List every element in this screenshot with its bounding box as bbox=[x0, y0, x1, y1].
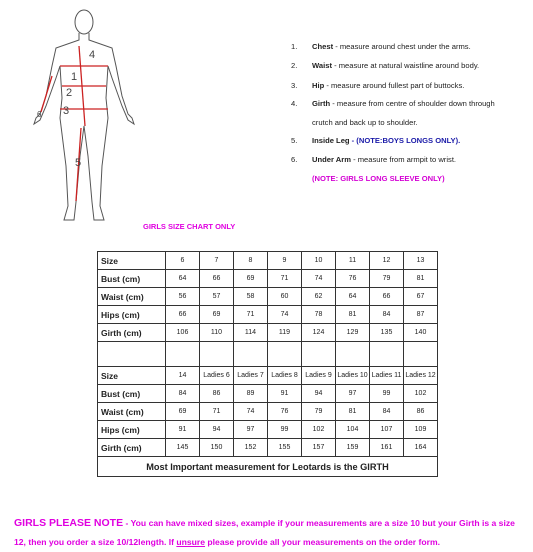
size-group-2 bbox=[98, 367, 438, 457]
size-header-cell: 8 bbox=[234, 252, 268, 270]
measurement-cell: 97 bbox=[234, 421, 268, 439]
measurement-cell: 89 bbox=[234, 385, 268, 403]
measurement-cell: 110 bbox=[200, 324, 234, 342]
note-text-2: please provide all your measurements on the order form. bbox=[205, 537, 440, 547]
row-label: Hips (cm) bbox=[98, 421, 166, 439]
row-label: Girth (cm) bbox=[98, 324, 166, 342]
measurement-cell: 69 bbox=[200, 306, 234, 324]
measurement-cell: 62 bbox=[302, 288, 336, 306]
measurement-cell: 81 bbox=[336, 306, 370, 324]
measurement-cell: 87 bbox=[404, 306, 438, 324]
measurement-cell: 66 bbox=[166, 306, 200, 324]
measurement-cell: 94 bbox=[200, 421, 234, 439]
measurement-cell: 99 bbox=[268, 421, 302, 439]
measurement-cell: 71 bbox=[234, 306, 268, 324]
chart-title: GIRLS SIZE CHART ONLY bbox=[143, 222, 236, 231]
size-header-cell: Ladies 9 bbox=[302, 367, 336, 385]
measurement-cell: 67 bbox=[404, 288, 438, 306]
measurement-cell: 78 bbox=[302, 306, 336, 324]
measurement-cell: 81 bbox=[404, 270, 438, 288]
size-header-cell: 11 bbox=[336, 252, 370, 270]
measurement-cell: 86 bbox=[200, 385, 234, 403]
size-header-cell: Ladies 8 bbox=[268, 367, 302, 385]
size-header-cell: Ladies 6 bbox=[200, 367, 234, 385]
measurement-cell: 104 bbox=[336, 421, 370, 439]
measurement-cell: 99 bbox=[370, 385, 404, 403]
measurement-cell: 164 bbox=[404, 439, 438, 457]
marker-5: 5 bbox=[75, 157, 82, 169]
measurement-cell: 97 bbox=[336, 385, 370, 403]
table-gap bbox=[98, 342, 438, 367]
size-header-cell: 12 bbox=[370, 252, 404, 270]
measurement-cell: 150 bbox=[200, 439, 234, 457]
measurement-cell: 159 bbox=[336, 439, 370, 457]
measurement-cell: 81 bbox=[336, 403, 370, 421]
table-footer bbox=[98, 457, 438, 477]
measurement-cell: 86 bbox=[404, 403, 438, 421]
measurement-row bbox=[98, 324, 438, 342]
measurement-cell: 91 bbox=[166, 421, 200, 439]
measurement-cell: 155 bbox=[268, 439, 302, 457]
marker-4: 4 bbox=[89, 49, 96, 61]
size-header-cell: Ladies 11 bbox=[370, 367, 404, 385]
marker-1: 1 bbox=[71, 71, 78, 83]
measurement-cell: 102 bbox=[302, 421, 336, 439]
instruction-girth-continued: crutch and back up to shoulder. bbox=[312, 118, 418, 127]
marker-6: 6 bbox=[37, 110, 42, 119]
row-label: Waist (cm) bbox=[98, 403, 166, 421]
measurement-cell: 79 bbox=[370, 270, 404, 288]
note-heading: GIRLS PLEASE NOTE bbox=[14, 517, 124, 529]
size-row bbox=[98, 367, 438, 385]
size-chart-table bbox=[97, 251, 438, 477]
measurement-row bbox=[98, 403, 438, 421]
measurement-row bbox=[98, 270, 438, 288]
measurement-cell: 106 bbox=[166, 324, 200, 342]
size-header-cell: 13 bbox=[404, 252, 438, 270]
measurement-row bbox=[98, 385, 438, 403]
measurement-cell: 58 bbox=[234, 288, 268, 306]
size-header-cell: 6 bbox=[166, 252, 200, 270]
note-text-1: - You can have mixed sizes, example if your measurements are a size 10 but your Girth is a size 12, then you order a size 10/12length. If bbox=[14, 518, 515, 547]
row-label: Girth (cm) bbox=[98, 439, 166, 457]
measurement-cell: 91 bbox=[268, 385, 302, 403]
row-label: Size bbox=[98, 367, 166, 385]
measurement-cell: 74 bbox=[234, 403, 268, 421]
measurement-cell: 107 bbox=[370, 421, 404, 439]
measurement-cell: 74 bbox=[268, 306, 302, 324]
measurement-row bbox=[98, 421, 438, 439]
body-measurement-figure bbox=[10, 6, 160, 236]
measurement-cell: 119 bbox=[268, 324, 302, 342]
measurement-cell: 129 bbox=[336, 324, 370, 342]
measurement-cell: 76 bbox=[268, 403, 302, 421]
row-label: Bust (cm) bbox=[98, 270, 166, 288]
size-row bbox=[98, 252, 438, 270]
measurement-cell: 114 bbox=[234, 324, 268, 342]
measurement-cell: 71 bbox=[200, 403, 234, 421]
note-unsure: unsure bbox=[176, 537, 206, 547]
measurement-cell: 135 bbox=[370, 324, 404, 342]
row-label: Size bbox=[98, 252, 166, 270]
marker-3: 3 bbox=[63, 105, 70, 117]
measurement-cell: 140 bbox=[404, 324, 438, 342]
measurement-cell: 71 bbox=[268, 270, 302, 288]
row-label: Bust (cm) bbox=[98, 385, 166, 403]
measurement-cell: 69 bbox=[234, 270, 268, 288]
measurement-row bbox=[98, 439, 438, 457]
measurement-cell: 109 bbox=[404, 421, 438, 439]
size-header-cell: 9 bbox=[268, 252, 302, 270]
measurement-cell: 64 bbox=[166, 270, 200, 288]
measurement-cell: 84 bbox=[370, 403, 404, 421]
measurement-row bbox=[98, 288, 438, 306]
girls-please-note bbox=[14, 514, 526, 552]
measurement-cell: 94 bbox=[302, 385, 336, 403]
measurement-cell: 79 bbox=[302, 403, 336, 421]
measurement-cell: 102 bbox=[404, 385, 438, 403]
measurement-cell: 74 bbox=[302, 270, 336, 288]
girth-importance-note: Most Important measurement for Leotards is the GIRTH bbox=[98, 457, 438, 477]
row-label: Hips (cm) bbox=[98, 306, 166, 324]
measurement-cell: 69 bbox=[166, 403, 200, 421]
measurement-cell: 60 bbox=[268, 288, 302, 306]
measurement-cell: 66 bbox=[200, 270, 234, 288]
marker-2: 2 bbox=[66, 87, 73, 99]
instruction-under-arm-note: (NOTE: GIRLS LONG SLEEVE ONLY) bbox=[312, 174, 445, 183]
measurement-cell: 76 bbox=[336, 270, 370, 288]
measurement-cell: 57 bbox=[200, 288, 234, 306]
measurement-cell: 161 bbox=[370, 439, 404, 457]
measurement-row bbox=[98, 306, 438, 324]
measurement-cell: 66 bbox=[370, 288, 404, 306]
measurement-cell: 124 bbox=[302, 324, 336, 342]
row-label: Waist (cm) bbox=[98, 288, 166, 306]
size-header-cell: 14 bbox=[166, 367, 200, 385]
measurement-cell: 152 bbox=[234, 439, 268, 457]
measurement-cell: 84 bbox=[166, 385, 200, 403]
measurement-cell: 84 bbox=[370, 306, 404, 324]
size-header-cell: 10 bbox=[302, 252, 336, 270]
size-header-cell: Ladies 12 bbox=[404, 367, 438, 385]
size-header-cell: Ladies 10 bbox=[336, 367, 370, 385]
measurement-cell: 145 bbox=[166, 439, 200, 457]
measurement-cell: 64 bbox=[336, 288, 370, 306]
measurement-cell: 157 bbox=[302, 439, 336, 457]
size-group-1 bbox=[98, 252, 438, 342]
size-header-cell: 7 bbox=[200, 252, 234, 270]
measurement-cell: 56 bbox=[166, 288, 200, 306]
size-header-cell: Ladies 7 bbox=[234, 367, 268, 385]
